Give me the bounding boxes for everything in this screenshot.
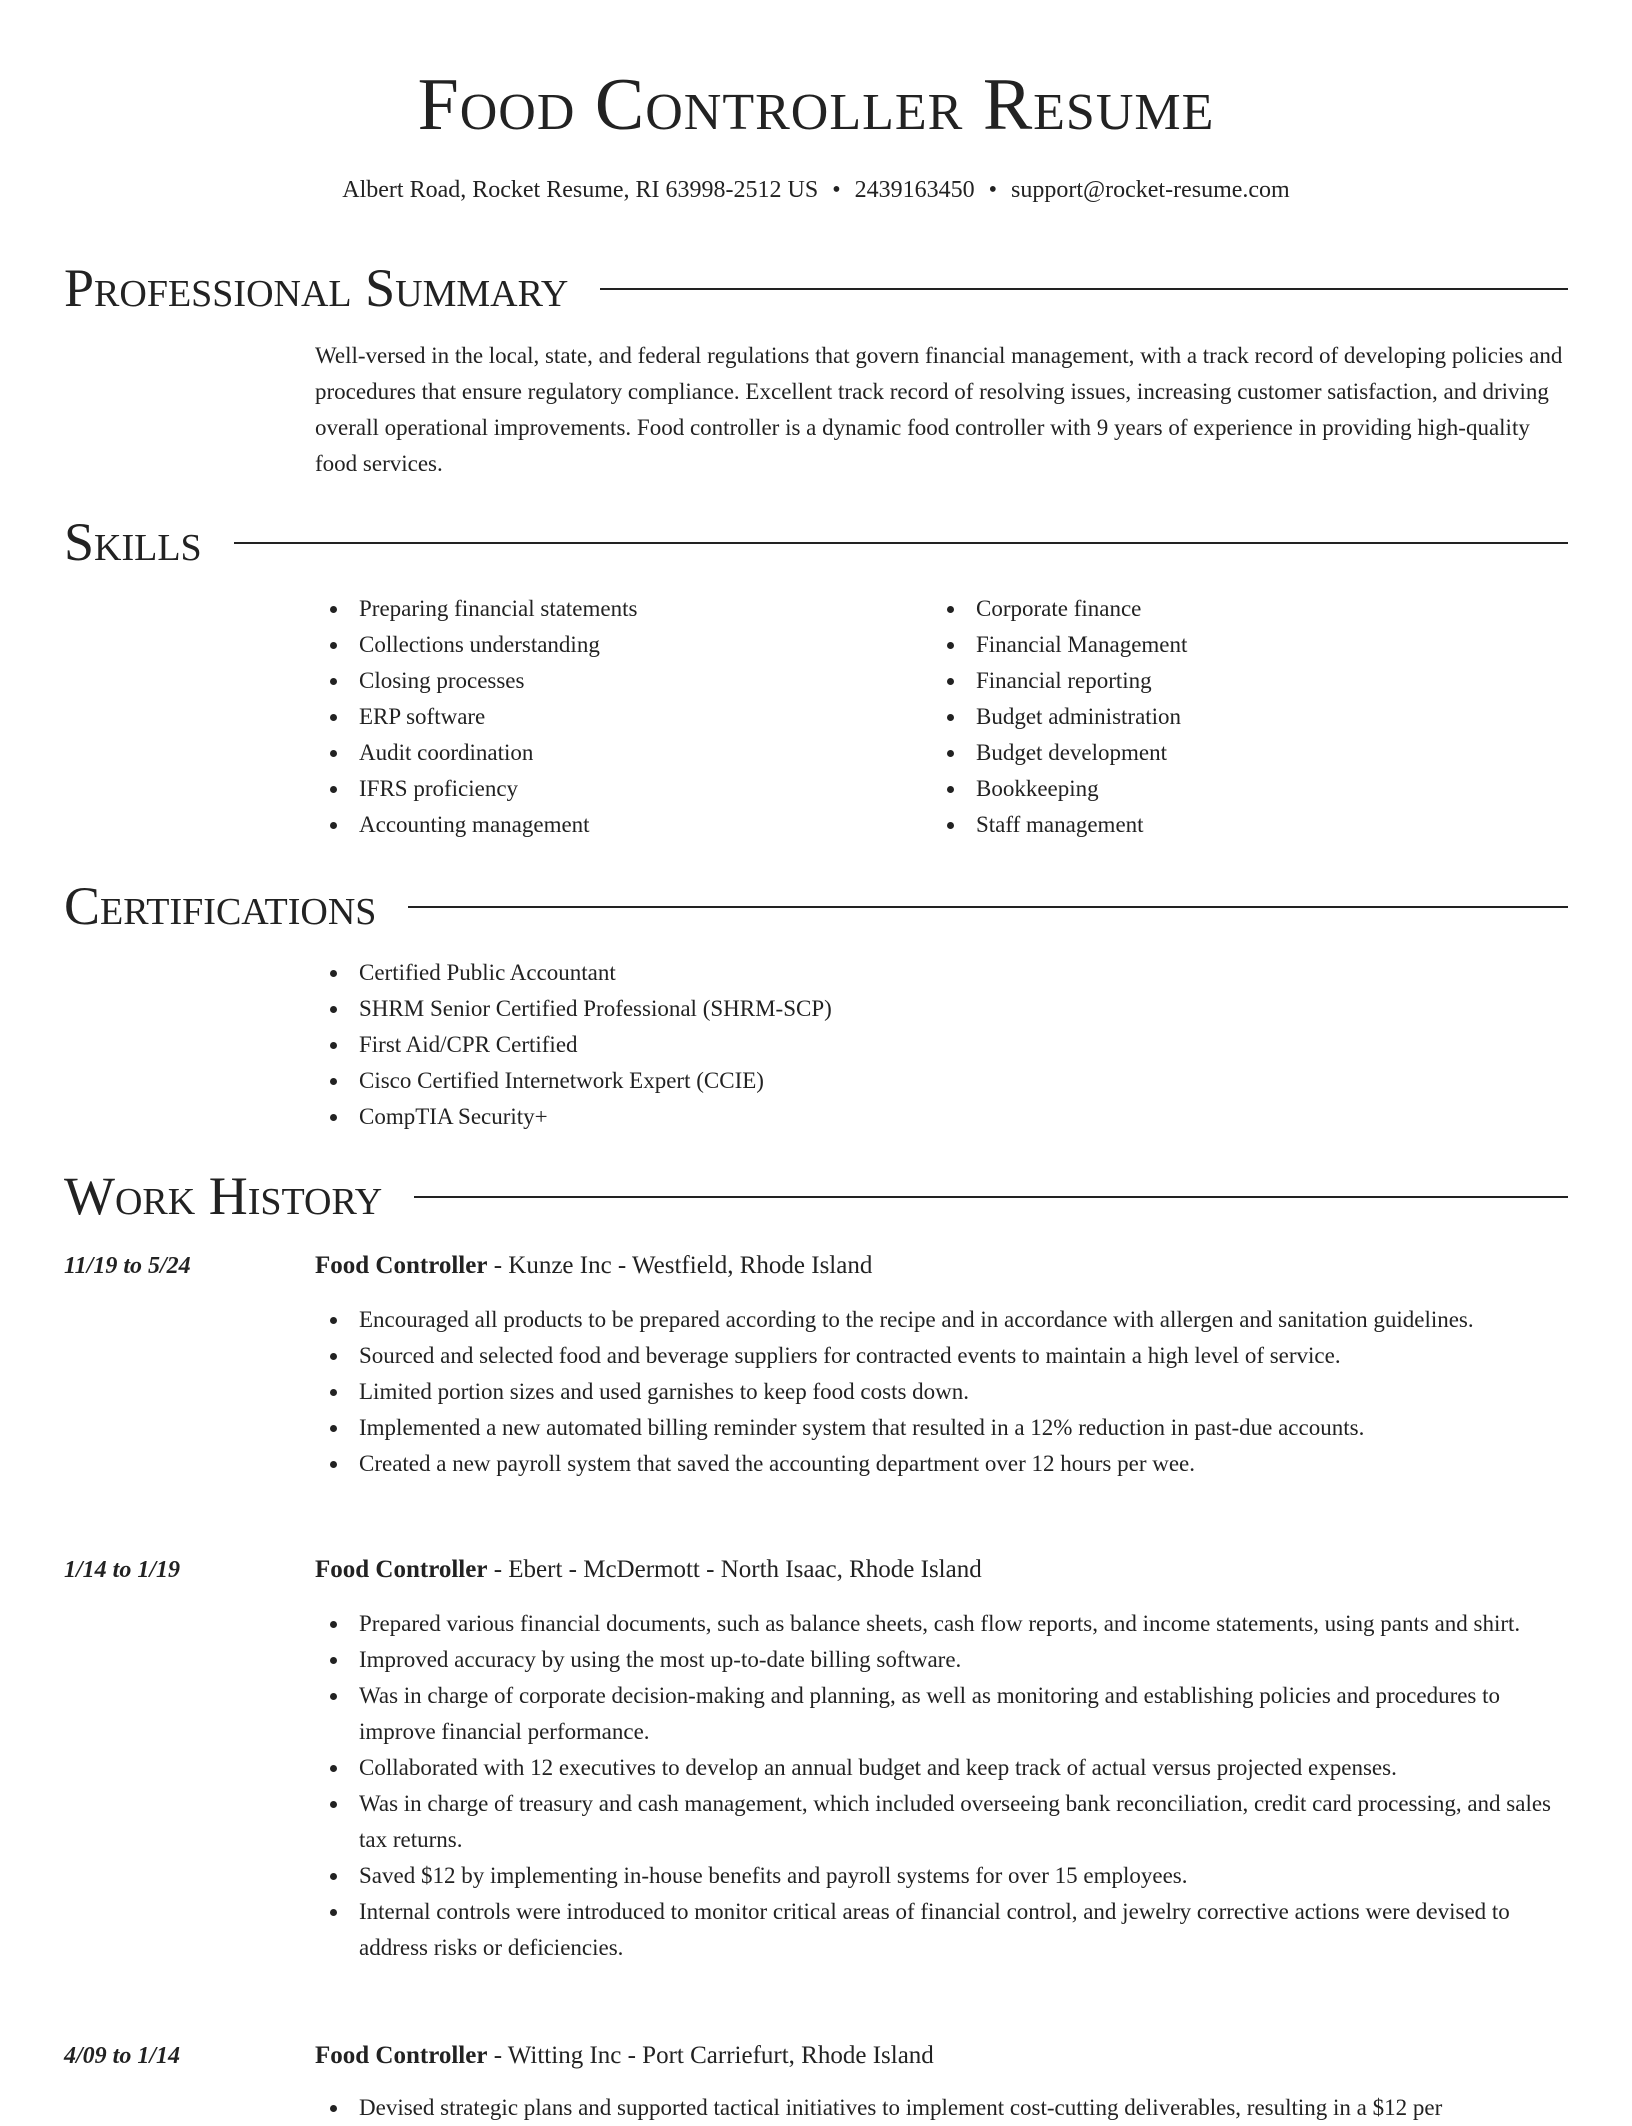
section-divider — [408, 906, 1568, 908]
job-dates: 1/14 to 1/19 — [64, 1557, 181, 1583]
section-divider — [414, 1196, 1568, 1198]
job-bullet: Prepared various financial documents, such as balance sheets, cash flow reports, and income statements, using pants and shirt. — [315, 1606, 1570, 1642]
job-bullet: Devised strategic plans and supported tactical initiatives to implement cost-cutting deliverables, resulting in a $12 per — [315, 2090, 1570, 2126]
certification-item: SHRM Senior Certified Professional (SHRM-SCP) — [315, 991, 832, 1027]
job-bullet: Collaborated with 12 executives to develop an annual budget and keep track of actual versus projected expenses. — [315, 1750, 1570, 1786]
skills-list-left — [315, 591, 637, 843]
job-bullet: Encouraged all products to be prepared according to the recipe and in accordance with allergen and sanitation guidelines. — [315, 1302, 1570, 1338]
job-dates: 4/09 to 1/14 — [64, 2043, 181, 2069]
skill-item: Collections understanding — [315, 627, 637, 663]
skill-item: Bookkeeping — [932, 771, 1187, 807]
job-bullet: Improved accuracy by using the most up-to-date billing software. — [315, 1642, 1570, 1678]
job-heading — [315, 1552, 982, 1588]
certification-item: Certified Public Accountant — [315, 955, 832, 991]
section-divider — [600, 288, 1568, 290]
skill-item: Preparing financial statements — [315, 591, 637, 627]
job-role: Food Controller — [315, 2042, 488, 2069]
job-dates: 11/19 to 5/24 — [64, 1253, 191, 1279]
contact-email: support@rocket-resume.com — [1011, 177, 1290, 203]
job-employer: - Ebert - McDermott - North Isaac, Rhode Island — [487, 1556, 982, 1583]
job-role: Food Controller — [315, 1556, 488, 1583]
job-heading — [315, 1248, 872, 1284]
work-history-heading: Work History — [64, 1166, 383, 1226]
certification-item: First Aid/CPR Certified — [315, 1027, 832, 1063]
skill-item: IFRS proficiency — [315, 771, 637, 807]
job-bullet: Implemented a new automated billing reminder system that resulted in a 12% reduction in past-due accounts. — [315, 1410, 1570, 1446]
skill-item: Staff management — [932, 807, 1187, 843]
job-employer: - Witting Inc - Port Carriefurt, Rhode Island — [487, 2042, 934, 2069]
job-bullets — [315, 2090, 1570, 2126]
skill-item: Audit coordination — [315, 735, 637, 771]
job-bullet: Was in charge of corporate decision-making and planning, as well as monitoring and establishing policies and procedures to improve financial performance. — [315, 1678, 1570, 1750]
skill-item: Financial reporting — [932, 663, 1187, 699]
skills-list-right — [932, 591, 1187, 843]
certification-item: Cisco Certified Internetwork Expert (CCIE) — [315, 1063, 832, 1099]
contact-address: Albert Road, Rocket Resume, RI 63998-2512 US — [342, 177, 819, 203]
certification-item: CompTIA Security+ — [315, 1099, 832, 1135]
job-bullets — [315, 1302, 1570, 1482]
skills-section-header — [64, 510, 1568, 574]
skill-item: Closing processes — [315, 663, 637, 699]
certifications-heading: Certifications — [64, 876, 377, 936]
skill-item: Budget administration — [932, 699, 1187, 735]
job-bullet: Was in charge of treasury and cash management, which included overseeing bank reconciliation, credit card processing, and sales tax returns. — [315, 1786, 1570, 1858]
summary-heading: Professional Summary — [64, 258, 569, 318]
section-divider — [234, 542, 1568, 544]
resume-title: Food Controller Resume — [417, 64, 1215, 146]
certifications-list — [315, 955, 832, 1135]
job-heading — [315, 2038, 934, 2074]
job-employer: - Kunze Inc - Westfield, Rhode Island — [487, 1252, 873, 1279]
contact-line — [0, 174, 1632, 206]
skill-item: ERP software — [315, 699, 637, 735]
job-bullet: Saved $12 by implementing in-house benefits and payroll systems for over 15 employees. — [315, 1858, 1570, 1894]
job-bullet: Sourced and selected food and beverage suppliers for contracted events to maintain a high level of service. — [315, 1338, 1570, 1374]
job-bullet: Internal controls were introduced to monitor critical areas of financial control, and jewelry corrective actions were devised to address risks or deficiencies. — [315, 1894, 1570, 1966]
job-bullet: Created a new payroll system that saved the accounting department over 12 hours per wee. — [315, 1446, 1570, 1482]
job-role: Food Controller — [315, 1252, 488, 1279]
skills-heading: Skills — [64, 512, 202, 572]
job-bullet: Limited portion sizes and used garnishes to keep food costs down. — [315, 1374, 1570, 1410]
contact-phone: 2439163450 — [854, 177, 975, 203]
certifications-section-header — [64, 874, 1568, 938]
work-history-section-header — [64, 1164, 1568, 1228]
skill-item: Accounting management — [315, 807, 637, 843]
summary-text: Well-versed in the local, state, and federal regulations that govern financial management, with a track record of developing policies and procedures that ensure regulatory compliance. Excellent track record of resolving issues, increasing customer satisfaction, and driving overall operational improvements. Food controller is a dynamic food controller with 9 years of experience in providing high-quality food services. — [315, 343, 1563, 476]
job-bullets — [315, 1606, 1570, 1966]
skill-item: Financial Management — [932, 627, 1187, 663]
skill-item: Budget development — [932, 735, 1187, 771]
skill-item: Corporate finance — [932, 591, 1187, 627]
summary-section-header — [64, 256, 1568, 320]
contact-separator: • — [988, 177, 998, 203]
contact-separator: • — [832, 177, 841, 203]
